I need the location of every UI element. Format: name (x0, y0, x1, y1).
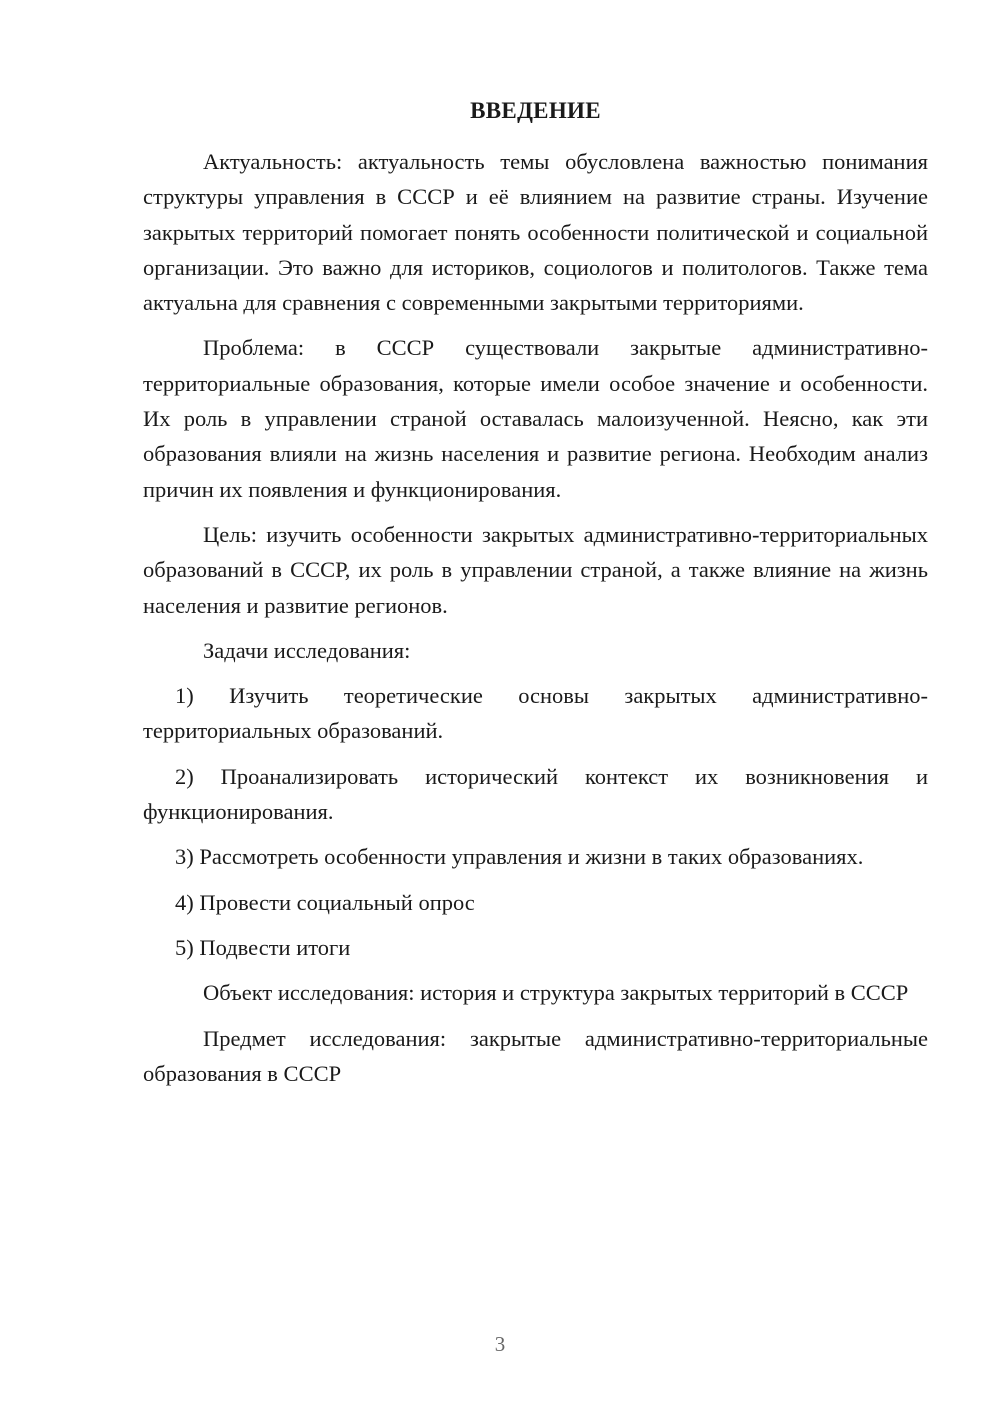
page-number: 3 (494, 1332, 506, 1356)
relevance-paragraph: Актуальность: актуальность темы обусловлена важностью понимания структуры управления в СССР и её влиянием на развитие страны. Изучение закрытых территорий помогает понять особенности политической и социальной организации. Это важно для историков, социологов и политологов. Также тема актуальна для сравнения с современными закрытыми территориями. (143, 149, 928, 316)
object-paragraph: Объект исследования: история и структура закрытых территорий в СССР (203, 980, 909, 1006)
task-item-3: 3) Рассмотреть особенности управления и жизни в таких образованиях. (175, 844, 864, 870)
subject-paragraph: Предмет исследования: закрытые административно-территориальные образования в СССР (143, 1025, 928, 1086)
task-item-2: 2) Проанализировать исторический контекст их возникновения и функционирования. (143, 763, 928, 825)
task-item-4: 4) Провести социальный опрос (175, 889, 475, 915)
goal-paragraph: Цель: изучить особенности закрытых административно-территориальных образований в СССР, их роль в управлении страной, а также влияние на жизнь населения и развитие регионов. (143, 521, 928, 618)
task-item-1: 1) Изучить теоретические основы закрытых административно-территориальных образований. (143, 683, 928, 744)
problem-paragraph: Проблема: в СССР существовали закрытые административно-территориальные образования, которые имели особое значение и особенности. Их роль в управлении страной оставалась малоизученной. Неясно, как эти образования влияли на жизнь населения и развитие региона. Необходим анализ причин их появления и функционирования. (143, 335, 928, 502)
task-item-5: 5) Подвести итоги (175, 934, 351, 960)
section-title: ВВЕДЕНИЕ (470, 98, 601, 123)
tasks-heading: Задачи исследования: (203, 637, 411, 663)
document-page (143, 95, 928, 1101)
